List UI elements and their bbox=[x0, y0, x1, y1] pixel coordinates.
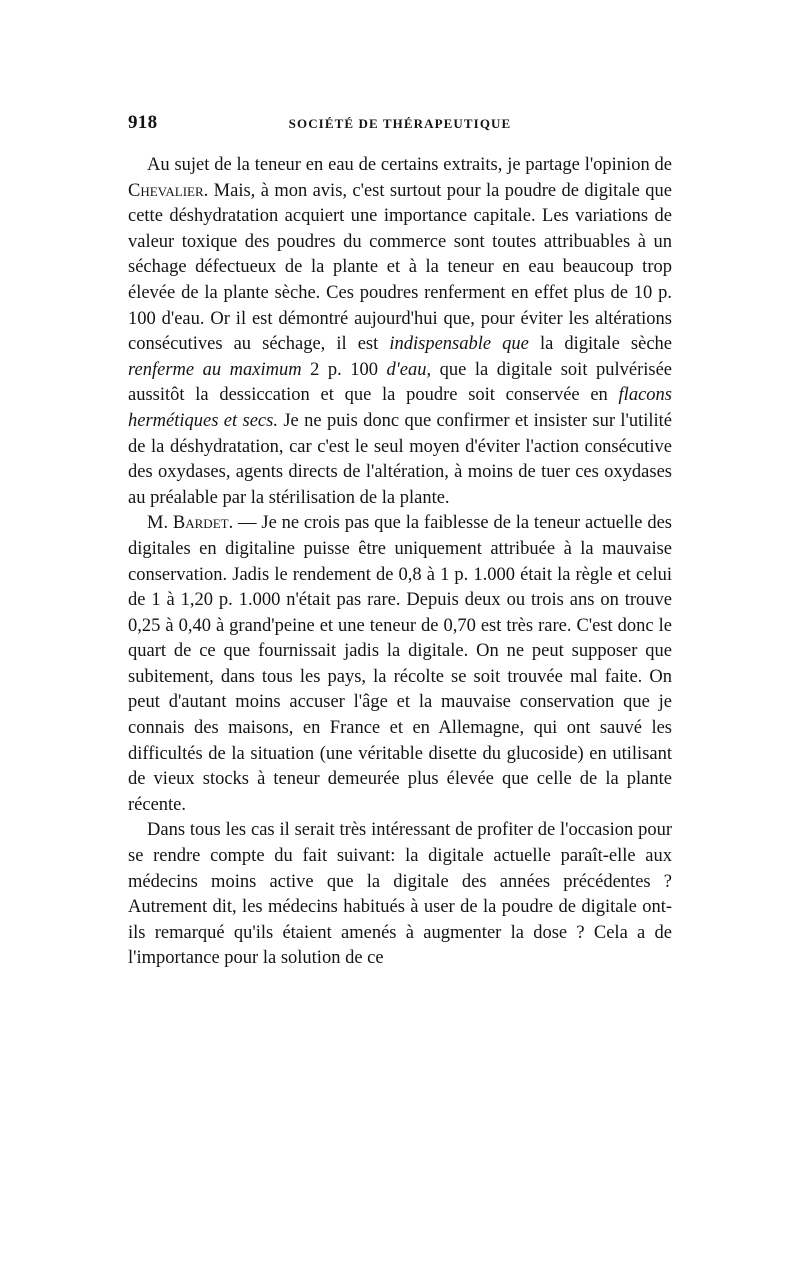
emphasis: indispensable que bbox=[389, 334, 529, 355]
page-number: 918 bbox=[128, 112, 158, 133]
emphasis: d'eau, bbox=[386, 359, 432, 380]
text-run: la digitale sèche bbox=[528, 334, 673, 355]
emphasis: renferme au maximum bbox=[128, 359, 302, 380]
text-run: . — Je ne crois pas que la faiblesse de la teneur actuelle des digitales en digitaline puisse être uniquement attribuée à la mauvaise conservation. Jadis le rendement de 0,8 à 1 p. 1.000 était la règle et celui de 1 à 1,20 p. 1.000 n'était pas rare. Depuis deux ou trois ans on trouve 0,25 à 0,40 à grand'peine et une teneur de 0,70 est très rare. C'est donc le quart de ce que fournissait jadis la digitale. On ne peut supposer que subitement, dans tous les pays, la récolte se soit trouvée mal faite. On peut d'autant moins accuser l'âge et la mauvaise conservation que je connais des maisons, en France et en Allemagne, qui ont sauvé les difficultés de la situation (une véritable disette du glucoside) en utilisant de vieux stocks à teneur demeurée plus élevée que celle de la plante récente. bbox=[128, 513, 672, 815]
paragraph-2 bbox=[128, 511, 672, 818]
running-title: SOCIÉTÉ DE THÉRAPEUTIQUE bbox=[288, 116, 512, 131]
text-run: . Mais, à mon avis, c'est surtout pour la poudre de digitale que cette déshydratation acquiert une importance capitale. Les variations de valeur toxique des poudres du commerce sont toutes attribuables à un séchage défectueux de la plante et à la teneur en eau beaucoup trop élevée de la plante sèche. Ces poudres renferment en effet plus de 10 p. 100 d'eau. Or il est démontré aujourd'hui que, pour éviter les altérations consécutives au séchage, il est bbox=[128, 180, 672, 355]
text-run: Je ne puis donc que confirmer et insister sur l'utilité de la déshydratation, car c'est le seul moyen d'éviter l'action consécutive des oxydases, agents directs de l'altération, à moins de tuer ces oxydases au préalable par la stérilisation de la plante. bbox=[128, 410, 672, 508]
text-run: 2 p. 100 bbox=[301, 359, 387, 380]
running-head bbox=[128, 112, 672, 138]
speaker-name: Bardet bbox=[172, 513, 229, 534]
paragraph-3 bbox=[128, 818, 672, 972]
paragraph-1 bbox=[128, 153, 672, 511]
text-run: Au sujet de la teneur en eau de certains extraits, je partage l'opinion de bbox=[147, 155, 672, 175]
text-run: Dans tous les cas il serait très intéressant de profiter de l'occasion pour se rendre compte du fait suivant: la digitale actuelle paraît-elle aux médecins moins active que la digitale des années précédentes ? Autrement dit, les médecins habitués à user de la poudre de digitale ont-ils remarqué qu'ils étaient amenés à augmenter la dose ? Cela a de l'importance pour la solution de ce bbox=[128, 820, 672, 969]
emphasis: flacons hermétiques et secs. bbox=[128, 385, 672, 431]
person-name: Chevalier bbox=[128, 180, 204, 201]
text-run: que la digitale soit pulvérisée aussitôt la dessiccation et que la poudre soit conservée en bbox=[128, 359, 673, 406]
speaker-prefix: M. bbox=[147, 513, 173, 534]
body-text bbox=[128, 153, 672, 972]
